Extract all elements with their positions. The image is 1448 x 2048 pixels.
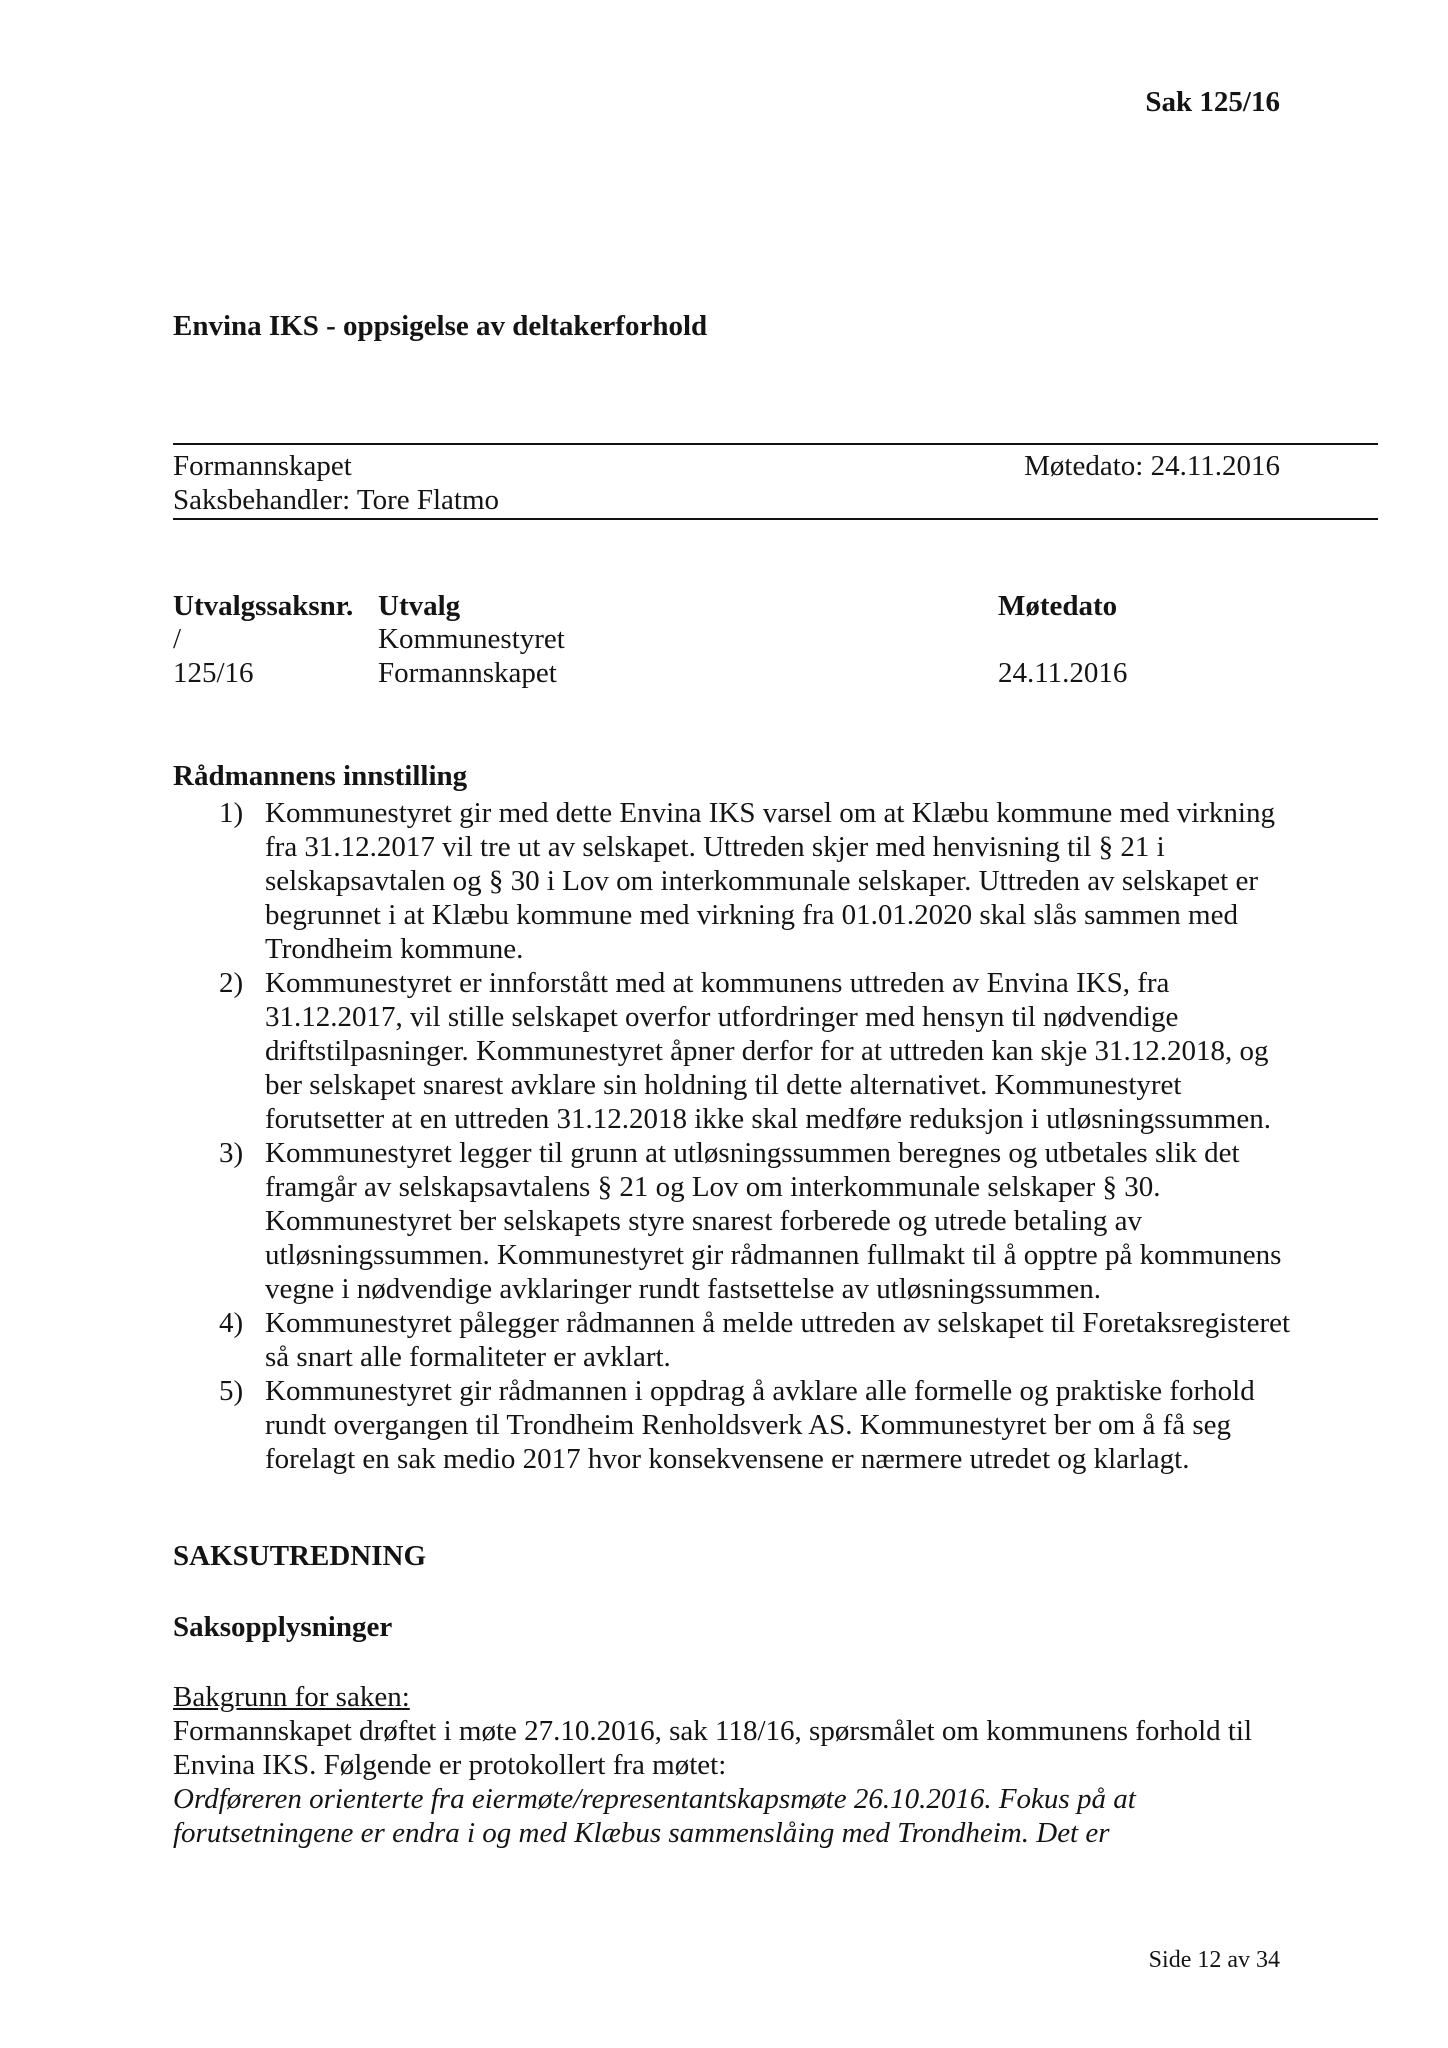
row-2-case-no: 125/16 — [173, 657, 254, 689]
meeting-date: Møtedato: 24.11.2016 — [1024, 450, 1280, 482]
background-label: Bakgrunn for saken: — [173, 1681, 410, 1713]
page-number: Side 12 av 34 — [1148, 1947, 1280, 1973]
row-1-case-no: / — [173, 623, 182, 655]
recommendation-item: 1) Kommunestyret gir med dette Envina IKS varsel om at Klæbu kommune med virkning fra 31.12.2017 vil tre ut av selskapet. Uttreden skjer med henvisning til § 21 i selskapsavtalen og § 30 i Lov om interkommunale selskaper. Uttreden av selskapet er begrunnet i at Klæbu kommune med virkning fra 01.01.2020 skal slås sammen med Trondheim kommune. — [219, 797, 1275, 965]
col-header-committee: Utvalg — [378, 590, 461, 622]
saksutredning-heading: SAKSUTREDNING — [173, 1540, 426, 1572]
col-header-case-no: Utvalgssaksnr. — [173, 590, 354, 622]
row-2-committee: Formannskapet — [378, 657, 557, 689]
recommendation-item: 4) Kommunestyret pålegger rådmannen å melde uttreden av selskapet til Foretaksregisteret så snart alle formaliteter er avklart. — [219, 1307, 1291, 1373]
top-divider — [173, 443, 1378, 445]
recommendation-list — [173, 796, 1303, 1476]
bottom-divider — [173, 518, 1378, 520]
recommendation-item: 5) Kommunestyret gir rådmannen i oppdrag å avklare alle formelle og praktiske forhold rundt overgangen til Trondheim Renholdsverk AS. Kommunestyret ber om å få seg forelagt en sak medio 2017 hvor konsekvensene er nærmere utredet og klarlagt. — [219, 1375, 1255, 1475]
document-title: Envina IKS - oppsigelse av deltakerforhold — [173, 310, 708, 342]
recommendation-item: 2) Kommunestyret er innforstått med at kommunens uttreden av Envina IKS, fra 31.12.2017, vil stille selskapet overfor utfordringer med hensyn til nødvendige driftstilpasninger. Kommunestyret åpner derfor for at uttreden kan skje 31.12.2018, og ber selskapet snarest avklare sin holdning til dette alternativet. Kommunestyret forutsetter at en uttreden 31.12.2018 ikke skal medføre reduksjon i utløsningssummen. — [219, 967, 1271, 1135]
saksopplysninger-heading: Saksopplysninger — [173, 1611, 393, 1643]
row-1-committee: Kommunestyret — [378, 623, 565, 655]
recommendation-item: 3) Kommunestyret legger til grunn at utløsningssummen beregnes og utbetales slik det framgår av selskapsavtalens § 21 og Lov om interkommunale selskaper § 30. Kommunestyret ber selskapets styre snarest forberede og utrede betaling av utløsningssummen. Kommunestyret gir rådmannen fullmakt til å opptre på kommunens vegne i nødvendige avklaringer rundt fastsettelse av utløsningssummen. — [219, 1137, 1282, 1305]
recommendation-heading: Rådmannens innstilling — [173, 760, 468, 792]
row-2-meeting-date: 24.11.2016 — [998, 657, 1128, 689]
committee-name: Formannskapet — [173, 450, 352, 482]
case-handler: Saksbehandler: Tore Flatmo — [173, 484, 500, 516]
col-header-meeting-date: Møtedato — [998, 590, 1118, 622]
protocol-quote: Ordføreren orienterte fra eiermøte/representantskapsmøte 26.10.2016. Fokus på at forutsetningene er endra i og med Klæbus sammenslåing med Trondheim. Det er — [173, 1783, 1136, 1849]
background-text: Formannskapet drøftet i møte 27.10.2016, sak 118/16, spørsmålet om kommunens forhold til Envina IKS. Følgende er protokollert fra møtet: — [173, 1715, 1253, 1781]
case-reference: Sak 125/16 — [1145, 86, 1280, 118]
background-section — [173, 1680, 1323, 1850]
